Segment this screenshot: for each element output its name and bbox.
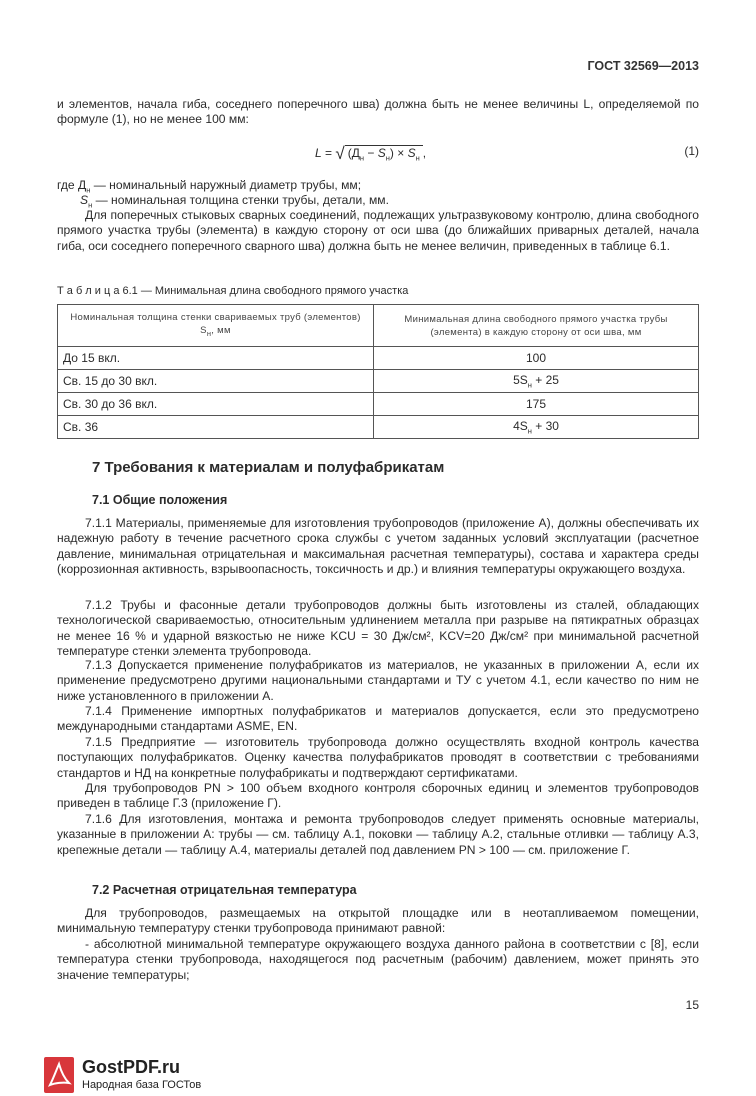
table-cell-length: 100	[374, 347, 699, 370]
where-line-1: где $Д_н$ — номинальный наружный диаметр трубы, мм;	[57, 178, 362, 195]
intro-paragraph: и элементов, начала гиба, соседнего поперечного шва) должна быть не менее величины L, определяемой по формуле (1), но не менее 100 мм:	[57, 97, 699, 127]
ultrasound-paragraph: Для поперечных стыковых сварных соединений, подлежащих ультразвуковому контролю, длина свободного прямого участка трубы (элемента) в каждую сторону от оси шва (до ближайших приварных деталей, начала гиба, оси соседнего поперечного сварного шва) должна быть не менее величин, приведенных в таблице 6.1.	[57, 208, 699, 253]
paragraph-7-1-4: 7.1.4 Применение импортных полуфабрикатов и материалов допускается, если это предусмотрено международными стандартами ASME, EN.	[57, 704, 699, 734]
table-cell-length: 175	[374, 393, 699, 416]
table-row	[58, 370, 699, 393]
table-cell-length: $4S_н + 30$	[374, 416, 699, 439]
table-cell-thickness: Св. 15 до 30 вкл.	[58, 370, 374, 393]
table-header-length: Минимальная длина свободного прямого участка трубы (элемента) в каждую сторону от оси шва, мм	[374, 305, 699, 347]
pdf-logo-icon	[44, 1057, 74, 1093]
paragraph-7-2-a: Для трубопроводов, размещаемых на открытой площадке или в неотапливаемом помещении, минимальную температуру стенки трубопровода принимают равной:	[57, 906, 699, 936]
document-code: ГОСТ 32569—2013	[587, 59, 699, 73]
table-cell-length: $5S_н + 25$	[374, 370, 699, 393]
table-header-row	[58, 305, 699, 347]
paragraph-7-2-b: - абсолютной минимальной температуре окружающего воздуха данного района в соответствии с [8], если температура стенки трубопровода, находящегося под расчетным (рабочим) давлением, может принять это значение температуры;	[57, 937, 699, 982]
table-6-1	[57, 304, 699, 439]
section-7-1-title: 7.1 Общие положения	[92, 493, 228, 507]
table-cell-thickness: До 15 вкл.	[58, 347, 374, 370]
table-cell-thickness: Св. 36	[58, 416, 374, 439]
paragraph-7-1-6: 7.1.6 Для изготовления, монтажа и ремонта трубопроводов следует применять основные материалы, указанные в приложении А: трубы — см. таблицу А.1, поковки — таблицу А.2, стальные отливки — таблицу А.3, крепежные детали — таблицу А.4, материалы деталей под давлением PN > 100 — см. приложение Г.	[57, 812, 699, 857]
paragraph-7-1-2: 7.1.2 Трубы и фасонные детали трубопроводов должны быть изготовлены из сталей, обладающих технологической свариваемостью, относительным удлинением металла при разрыве на пятикратных образцах не менее 16 % и ударной вязкостью не ниже KCU = 30 Дж/см², KCV=20 Дж/см² при минимальной расчетной температуре стенки элемента трубопровода.	[57, 598, 699, 658]
table-cell-thickness: Св. 30 до 36 вкл.	[58, 393, 374, 416]
table-caption: Т а б л и ц а 6.1 — Минимальная длина свободного прямого участка	[57, 285, 409, 297]
table-row	[58, 393, 699, 416]
paragraph-7-1-1: 7.1.1 Материалы, применяемые для изготовления трубопроводов (приложение А), должны обеспечивать их надежную работу в течение расчетного срока службы с учетом заданных условий эксплуатации (расчетное давление, минимальная отрицательная и максимальная расчетная температуры), состава и характера среды (коррозионная активность, взрывоопасность, токсичность и др.) и влияния температуры окружающего воздуха.	[57, 516, 699, 576]
paragraph-7-1-5: 7.1.5 Предприятие — изготовитель трубопровода должно осуществлять входной контроль качества поступающих полуфабрикатов. Оценку качества полуфабрикатов проводят в соответствии с требованиями стандартов и НД на конкретные полуфабрикаты и подтверждают сертификатами.	[57, 735, 699, 780]
section-7-2-title: 7.2 Расчетная отрицательная температура	[92, 883, 357, 897]
table-header-thickness: Номинальная толщина стенки свариваемых труб (элементов) $S_н$, мм	[58, 305, 374, 347]
formula-number: (1)	[684, 144, 699, 158]
section-7-title: 7 Требования к материалам и полуфабрикатам	[92, 459, 445, 476]
paragraph-7-1-5-pn: Для трубопроводов PN > 100 объем входного контроля сборочных единиц и элементов трубопроводов приведен в таблице Г.3 (приложение Г).	[57, 781, 699, 811]
site-tagline: Народная база ГОСТов	[82, 1079, 202, 1091]
where-line-2: $S_н$ — номинальная толщина стенки трубы, детали, мм.	[80, 193, 389, 210]
formula-row	[57, 144, 699, 164]
formula-1: L = √ $(Д_н - S_н) \times S_н$ ,	[315, 144, 427, 163]
site-name[interactable]: GostPDF.ru	[82, 1057, 181, 1077]
table-row	[58, 347, 699, 370]
table-row	[58, 416, 699, 439]
paragraph-7-1-3: 7.1.3 Допускается применение полуфабрикатов из материалов, не указанных в приложении А, если их применение предусмотрено другими национальными стандартами и ТУ с учетом 4.1, если качество по ним не ниже установленного в приложении А.	[57, 658, 699, 703]
page-number: 15	[685, 998, 699, 1012]
